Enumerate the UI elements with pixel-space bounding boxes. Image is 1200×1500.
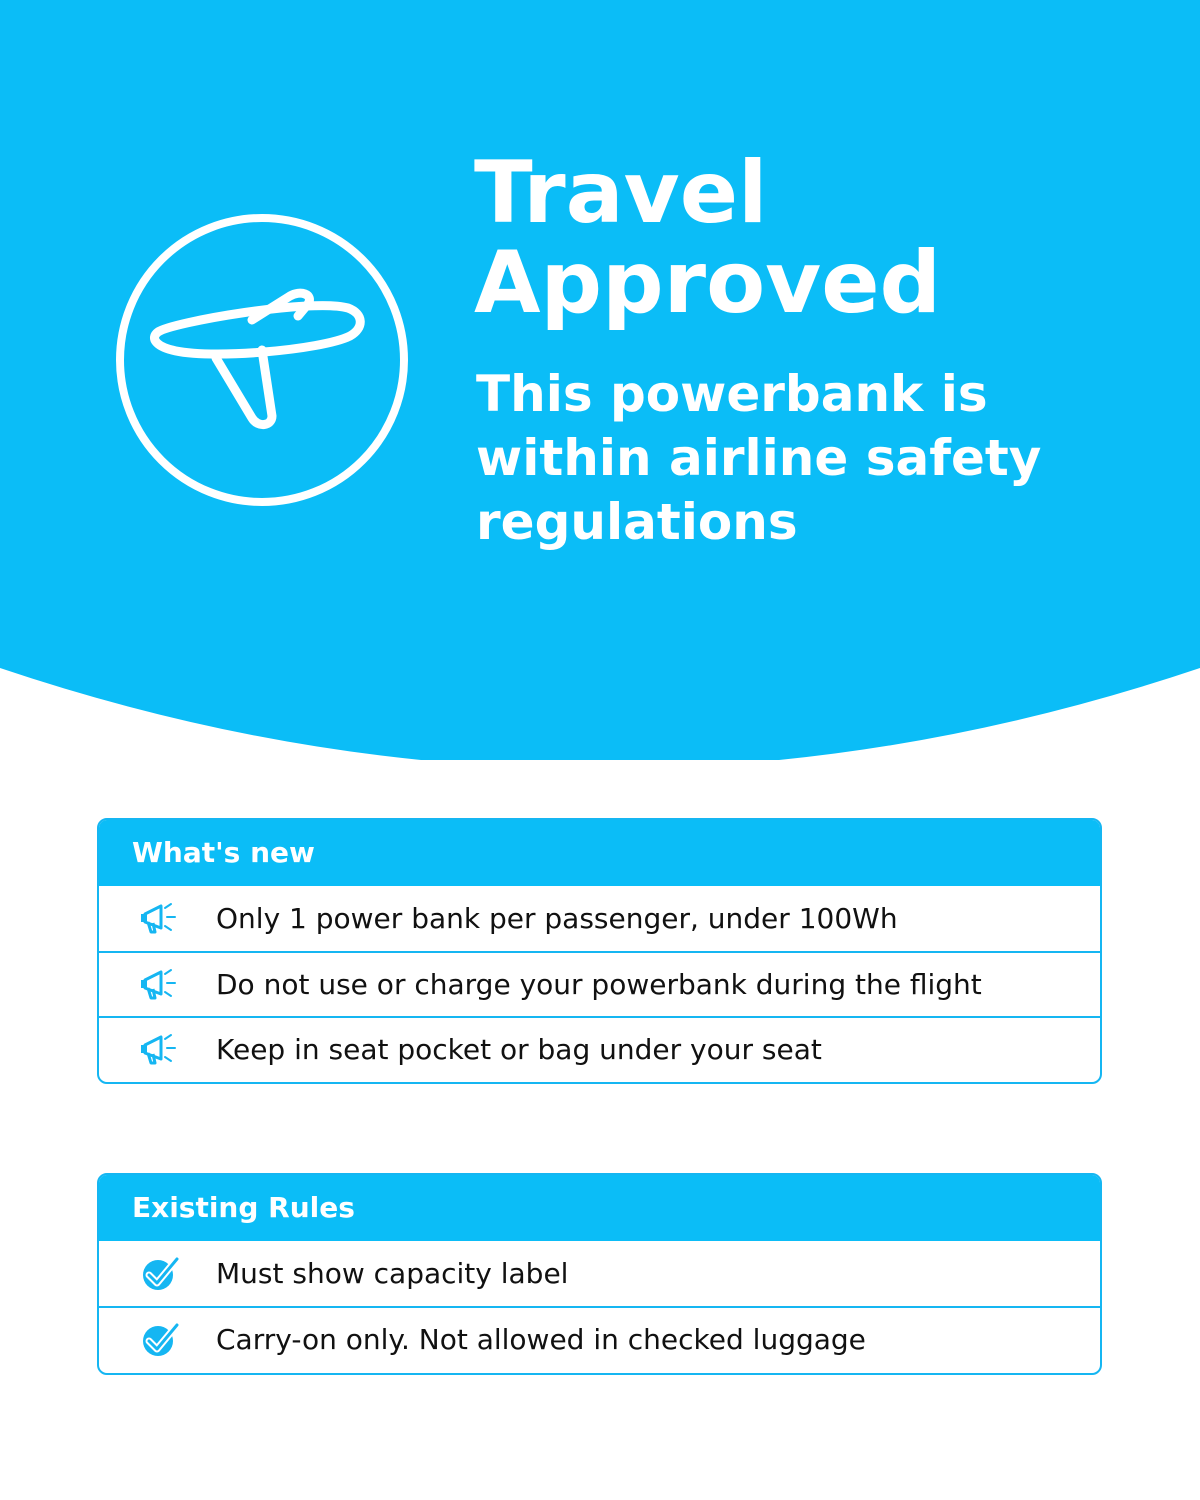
list-item-text: Only 1 power bank per passenger, under 100Wh [216, 902, 898, 935]
list-item [99, 1241, 1100, 1306]
title-line-1: Travel [474, 143, 768, 243]
whats-new-list [99, 886, 1100, 1081]
list-item-text: Carry-on only. Not allowed in checked luggage [216, 1323, 866, 1356]
list-item [99, 1306, 1100, 1371]
list-item-text: Do not use or charge your powerbank during the flight [216, 968, 982, 1001]
megaphone-icon [137, 962, 183, 1008]
megaphone-icon [137, 1027, 183, 1073]
list-item [99, 1016, 1100, 1081]
existing-rules-card [97, 1173, 1102, 1375]
subtitle-line-3: regulations [476, 493, 798, 551]
existing-rules-list [99, 1241, 1100, 1371]
existing-rules-header: Existing Rules [99, 1175, 1100, 1241]
list-item [99, 951, 1100, 1016]
megaphone-icon [137, 896, 183, 942]
subtitle-line-1: This powerbank is [476, 365, 988, 423]
whats-new-header: What's new [99, 820, 1100, 886]
list-item-text: Keep in seat pocket or bag under your seat [216, 1033, 822, 1066]
check-circle-icon [137, 1251, 183, 1297]
airplane-icon [112, 210, 412, 510]
subtitle-line-2: within airline safety [476, 429, 1042, 487]
whats-new-card [97, 818, 1102, 1084]
list-item-text: Must show capacity label [216, 1257, 569, 1290]
title-line-2: Approved [474, 233, 942, 333]
page-subtitle [476, 362, 1176, 554]
check-circle-icon [137, 1317, 183, 1363]
list-item [99, 886, 1100, 951]
page-title [474, 143, 942, 333]
